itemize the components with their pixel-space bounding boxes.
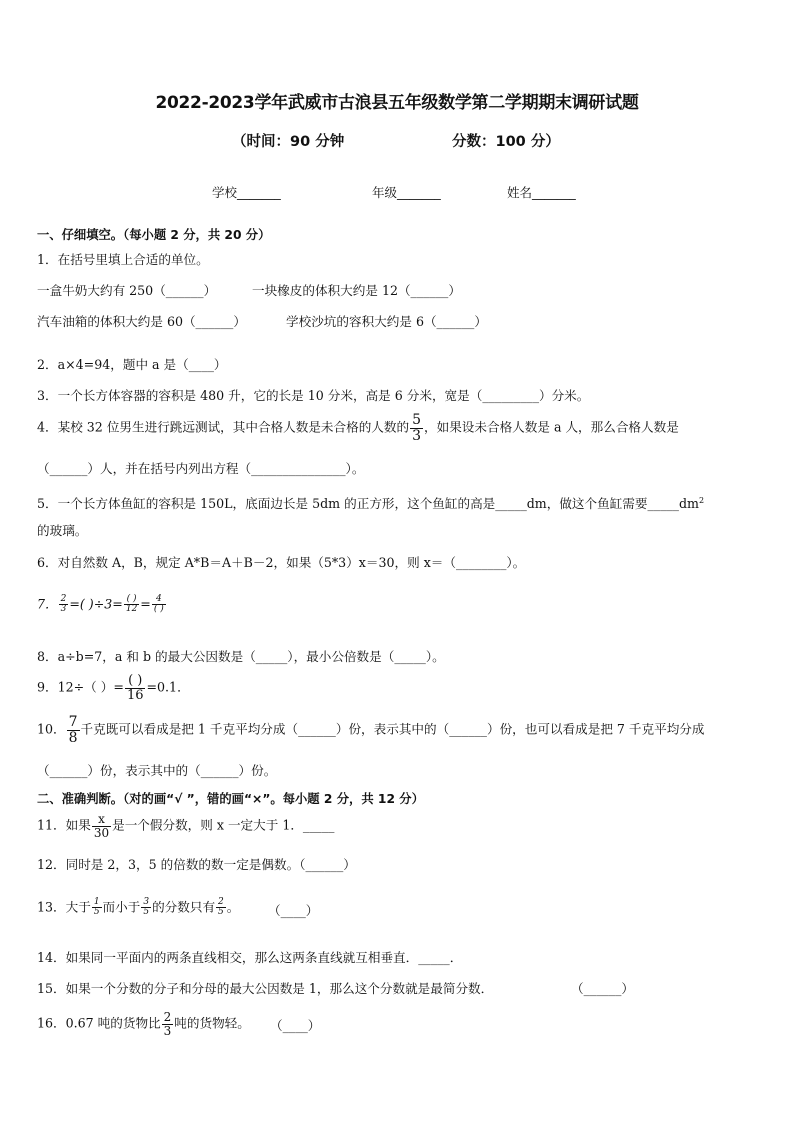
question-11-text-cont: 是一个假分数，则 x 一定大于 1．_____ — [112, 817, 335, 833]
question-16-text-cont: 吨的货物轻。 — [174, 1015, 250, 1031]
question-10-text: 千克既可以看成是把 1 千克平均分成（______）份，表示其中的（______）份，也可以看成是把 7 千克平均分成 — [80, 721, 705, 737]
question-4-text-cont: ，如果设未合格人数是 a 人，那么合格人数是 — [424, 419, 679, 435]
question-4 — [37, 413, 679, 443]
grade-field: 年级_______ — [372, 185, 441, 200]
fraction: $\frac{2}{5}$ — [218, 897, 224, 918]
question-7-eq: = — [140, 596, 151, 612]
question-13 — [37, 898, 239, 918]
school-field: 学校_______ — [212, 185, 281, 200]
fraction: $\frac{3}{5}$ — [143, 897, 150, 918]
superscript: 2 — [698, 496, 705, 505]
question-13-answer: （____） — [268, 903, 319, 918]
question-9-text: 9．12÷（ ）= — [37, 679, 124, 695]
question-10-label: 10． — [37, 721, 66, 737]
exam-time: （时间：90 分钟 — [232, 134, 345, 150]
exam-score: 分数：100 分） — [452, 134, 560, 150]
fraction: $\frac{( )}{16}$ — [126, 673, 144, 703]
question-16-answer: （____） — [270, 1018, 321, 1033]
question-15: 15．如果一个分数的分子和分母的最大公因数是 1，那么这个分数就是最简分数． — [37, 981, 494, 996]
question-4-line2: （______）人，并在括号内列出方程（_______________）。 — [37, 461, 365, 476]
question-5-line2: 的玻璃。 — [37, 523, 88, 538]
fraction: $\frac{7}{8}$ — [68, 714, 78, 746]
question-2: 2．a×4=94，题中 a 是（____） — [37, 357, 227, 372]
fraction: $\frac{( )}{12}$ — [125, 594, 138, 615]
fraction: $\frac{2}{3}$ — [163, 1010, 172, 1038]
question-4-text: 4．某校 32 位男生进行跳远测试，其中合格人数是未合格的人数的 — [37, 419, 410, 435]
question-11 — [37, 813, 334, 839]
question-5 — [37, 493, 704, 512]
section-1-title: 一、仔细填空。（每小题 2 分，共 20 分） — [37, 228, 271, 242]
question-16 — [37, 1011, 250, 1037]
fraction: $\frac{x}{30}$ — [93, 812, 110, 840]
question-14: 14．如果同一平面内的两条直线相交，那么这两条直线就互相垂直．_____． — [37, 950, 463, 965]
fraction: $\frac{4}{( )}$ — [153, 594, 164, 615]
question-9 — [37, 674, 190, 702]
question-13-text-3: 的分数只有 — [152, 899, 216, 915]
question-3: 3．一个长方体容器的容积是 480 升，它的长是 10 分米，高是 6 分米，宽是（_________）分米。 — [37, 388, 590, 403]
question-15-answer: （______） — [571, 981, 634, 996]
question-11-text: 11．如果 — [37, 817, 91, 833]
question-5-text: 5．一个长方体鱼缸的容积是 150L，底面边长是 5dm 的正方形，这个鱼缸的高是_____dm，做这个鱼缸需要_____dm — [37, 496, 699, 512]
section-2-title: 二、准确判断。（对的画“√ ”，错的画“×”。每小题 2 分，共 12 分） — [37, 792, 424, 806]
fraction: $\frac{1}{5}$ — [93, 897, 100, 918]
question-10-line2: （______）份，表示其中的（______）份。 — [37, 763, 277, 778]
name-field: 姓名_______ — [507, 185, 576, 200]
fraction: $\frac{2}{3}$ — [60, 594, 67, 615]
question-16-text: 16．0.67 吨的货物比 — [37, 1015, 161, 1031]
question-7-label: 7． — [37, 596, 58, 612]
question-7-mid: =( )÷3= — [69, 596, 123, 612]
question-12: 12．同时是 2，3，5 的倍数的数一定是偶数。（______） — [37, 857, 356, 872]
question-1b: 一块橡皮的体积大约是 12（______） — [252, 283, 461, 298]
question-8: 8．a÷b=7，a 和 b 的最大公因数是（_____），最小公倍数是（_____）。 — [37, 649, 445, 664]
question-13-text-2: 而小于 — [102, 899, 141, 915]
question-6: 6．对自然数 A，B，规定 A*B＝A＋B－2，如果（5*3）x＝30，则 x＝（________）。 — [37, 555, 526, 570]
question-13-text: 13．大于 — [37, 899, 91, 915]
fraction: $\frac{5}{3}$ — [412, 412, 421, 444]
question-1d: 学校沙坑的容积大约是 6（______） — [286, 314, 487, 329]
question-1: 1．在括号里填上合适的单位。 — [37, 252, 209, 267]
question-7 — [37, 595, 167, 615]
question-9-text-cont: =0.1． — [146, 679, 190, 695]
page-title: 2022-2023学年武威市古浪县五年级数学第二学期期末调研试题 — [155, 93, 639, 113]
question-1a: 一盒牛奶大约有 250（______） — [37, 283, 217, 298]
question-10 — [37, 715, 705, 745]
question-13-text-4: 。 — [226, 899, 240, 915]
question-1c: 汽车油箱的体积大约是 60（______） — [37, 314, 246, 329]
